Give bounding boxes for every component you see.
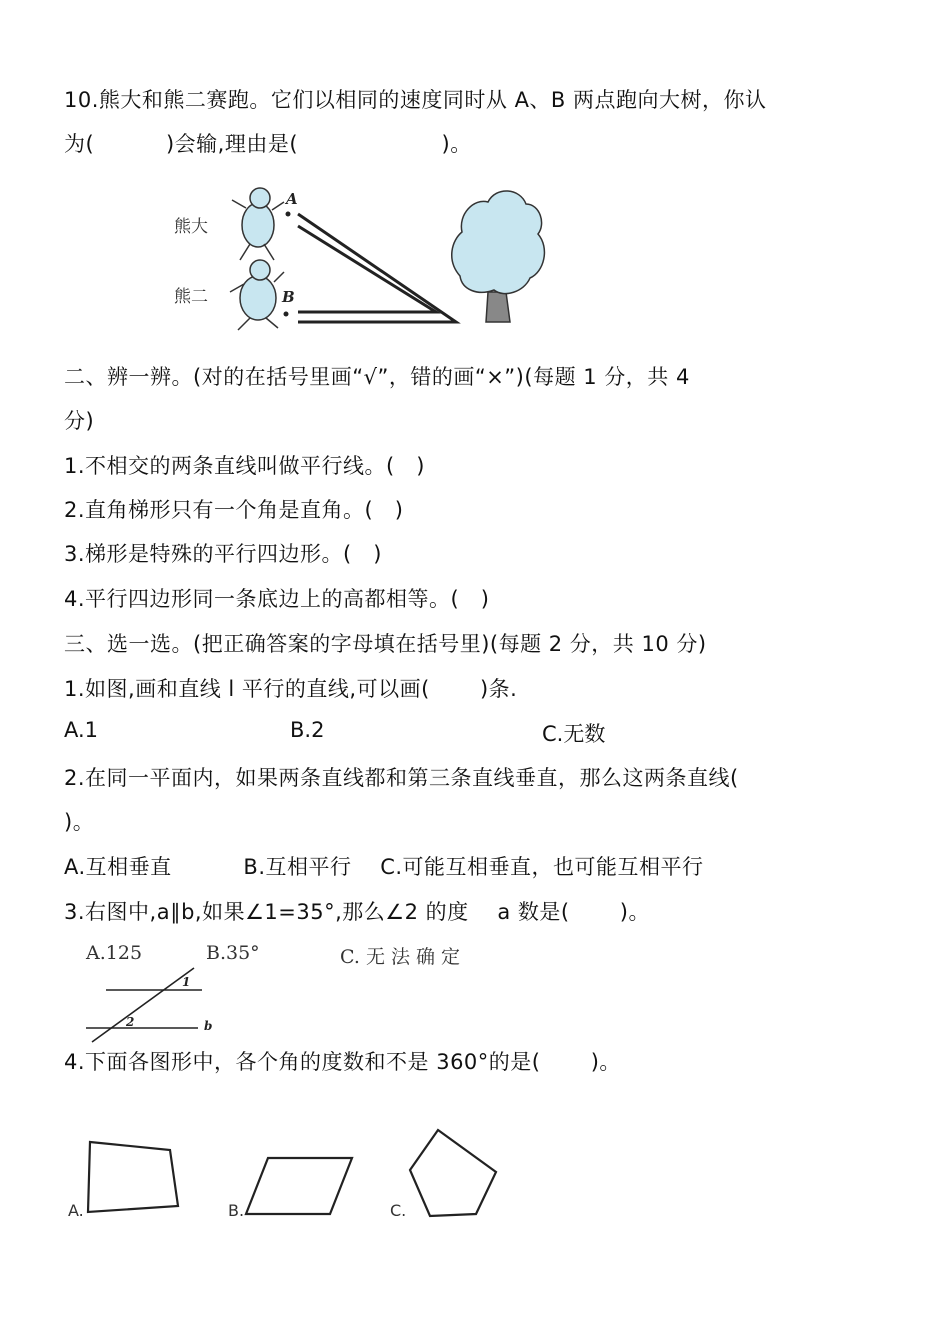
bear-race-figure: [160, 180, 540, 340]
point-a-label: A: [286, 190, 298, 208]
parallelogram-shape: [246, 1158, 352, 1214]
angle-2-label: 2: [126, 1015, 135, 1029]
label-xionger: 熊二: [174, 287, 208, 307]
q10-line2: 为( )会输,理由是( )。: [64, 132, 472, 156]
judge-item-2: 2.直角梯形只有一个角是直角。( ): [64, 498, 404, 522]
choice-q2-options: A.互相垂直 B.互相平行 C.可能互相垂直，也可能互相平行: [64, 855, 704, 879]
quadrilateral-shape: [88, 1142, 178, 1212]
q10-line1: 10.熊大和熊二赛跑。它们以相同的速度同时从 A、B 两点跑向大树，你认: [64, 88, 767, 112]
pentagon-shape: [410, 1130, 496, 1216]
section2-heading-line1: 二、辨一辨。(对的在括号里画“√”，错的画“×”)(每题 1 分，共 4: [64, 365, 690, 389]
shape-label-b: B.: [228, 1201, 245, 1220]
judge-item-3: 3.梯形是特殊的平行四边形。( ): [64, 542, 382, 566]
angle-1-label: 1: [182, 975, 191, 989]
choice-q2-line1: 2.在同一平面内，如果两条直线都和第三条直线垂直，那么这两条直线(: [64, 766, 739, 790]
race-paths: [298, 214, 456, 322]
label-xiongda: 熊大: [174, 217, 208, 237]
choice-q1-option-b: B.2: [290, 718, 325, 742]
choice-q3-option-c: C. 无 法 确 定: [340, 946, 461, 968]
shape-label-a: A.: [68, 1201, 84, 1220]
judge-item-4: 4.平行四边形同一条底边上的高都相等。( ): [64, 587, 490, 611]
choice-q2-line2: )。: [64, 810, 95, 834]
choice-q3-option-a: A.125: [86, 942, 143, 964]
point-b-label: B: [282, 288, 295, 306]
bear-a-icon: [232, 188, 284, 260]
choice-q3-text: 3.右图中,a∥b,如果∠1=35°,那么∠2 的度 a 数是( )。: [64, 900, 650, 924]
choice-q1-option-c: C.无数: [542, 722, 606, 746]
choice-q1-text: 1.如图,画和直线 l 平行的直线,可以画( )条.: [64, 677, 518, 701]
judge-item-1: 1.不相交的两条直线叫做平行线。( ): [64, 454, 425, 478]
tree-icon: [452, 191, 545, 322]
choice-q1-option-a: A.1: [64, 718, 99, 742]
shape-label-c: C.: [390, 1201, 407, 1220]
choice-q3-option-b: B.35°: [206, 942, 260, 964]
bear-b-icon: [230, 260, 284, 330]
line-b-label: b: [204, 1019, 213, 1033]
parallel-lines-figure: [80, 966, 230, 1046]
section2-heading-line2: 分): [64, 409, 95, 433]
choice-q4-text: 4.下面各图形中，各个角的度数和不是 360°的是( )。: [64, 1050, 621, 1074]
shapes-figure: [60, 1120, 520, 1230]
section3-heading: 三、选一选。(把正确答案的字母填在括号里)(每题 2 分，共 10 分): [64, 632, 707, 656]
